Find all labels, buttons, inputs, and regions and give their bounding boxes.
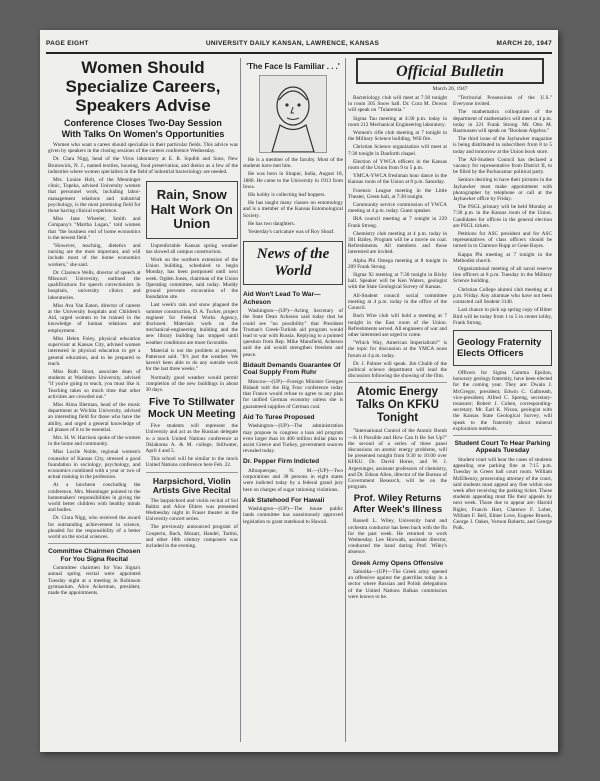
article-paragraph: Washington—(UP)—The administration may propose to congress a loan aid program even larger than its 400 million dollar plan to assist Greece and Turkey, government sources revealed today.	[243, 423, 343, 455]
article-paragraph: He was born in Sitapur, India, August 18, 1888. He came to the University in 1913 from Iowa.	[243, 171, 343, 190]
article-paragraph: "However, teaching, dietetics and nursing are the most important, and will include most of the home economics workers," she said.	[48, 243, 141, 268]
article-paragraph: Women who want a career should specialize in their particular fields. This advice was given by speakers in the closing sessions of the careers conference Wednesday.	[48, 142, 238, 155]
middle-column	[243, 58, 343, 746]
article-paragraph: Unpredictable Kansas spring weather has slowed all campus construction.	[145, 242, 238, 255]
article-paragraph: Work on the northern extension of the Union building, scheduled to begin Monday, has been postponed until next week. Ogden Jones, chairman of the Union Operating committee, said today. Muddy ground prevents excavation of the foundation site.	[145, 256, 238, 301]
bulletin-item: Sigma Xi meeting at 7:30 tonight in Bixby hall. Speaker will be Ken Waters, geologist with the State Geological Survey of Kansas.	[348, 272, 447, 291]
geology-headline: Geology Fraternity Elects Officers	[457, 336, 542, 359]
bulletin-item: Christian College alumni club meeting at 4 p.m. Friday. Any alumnae who have not been contacted call Student 3140.	[453, 286, 552, 306]
bulletin-subcolumn-right	[453, 95, 552, 602]
divider	[48, 543, 141, 544]
left-subcolumns	[48, 177, 238, 598]
bulletin-item: Forensic League meeting in the Little Theater, Green hall, at 7:30 tonight.	[348, 187, 447, 200]
article-paragraph: Material is not the problem at present, Patterson said. "It's just the weather. We haven't been able to do any outside work for the last three weeks."	[145, 347, 238, 373]
article-paragraph: At a luncheon concluding the conference, Mrs. Menninger pointed to the homemakers' responsibilities in giving the world better children with healthy minds and bodies.	[48, 482, 141, 514]
article-paragraph: Miss Jane Wheeler, Smith and Company's "Martha Logan," told women that "the business end of home economics is the newest field."	[48, 216, 141, 241]
bulletin-item: The All-Student Council has declared a vacancy for representative from District II, to be filled by the Pachacamac political party.	[453, 156, 552, 176]
article-paragraph: Miss Alma Illerman, head of the music department at Wichita University, advised an interesting field for those who have the ability, and urged a general knowledge of all phases of it to be essential.	[48, 401, 141, 433]
bulletin-list	[453, 95, 552, 326]
rain-story-box	[146, 181, 239, 239]
paper-name: UNIVERSITY DAILY KANSAN, LAWRENCE, KANSAS	[205, 40, 380, 47]
bulletin-item: Chemistry club meeting at 4 p.m. today in 301 Bailey. Program will be a movie on coal. Refreshments. All members and those interested are invited.	[348, 230, 447, 256]
harpsichord-headline: Harpsichord, Violin Artists Give Recital	[152, 475, 231, 496]
article-paragraph: This school will be similar to the mock United Nations conference here Feb. 22.	[145, 456, 238, 469]
article-paragraph: He has taught many classes on entomology and is a member of the Kansas Entomological Society.	[243, 200, 343, 219]
article-paragraph: Student court will hear the cases of students appealing one parking fine at 7:15 p.m. Tuesday in Green hall court room. William McElhenny, prosecuting attorney of the court, said students must appeal any fine within one week after receiving the parking ticket. Those students appealing must file their appeals by next week. Those due to appear are: Harold Bigler, Francis Hart, Clarence F. Lober, William F. Bell, Elmer Love, Eugene Brueck, George J. Oakes, Vernon Roberts, and George Polk.	[453, 456, 552, 532]
bulletin-item: Bach Wire club will hold a meeting at 7 tonight in the East room of the Union. Refreshments served. All engineers of war and other interested are urged to come.	[348, 313, 447, 338]
bulletin-item: Election of YWCA officers in the Kansas room of the Union from 9 to 5 p.m.	[348, 158, 447, 172]
bulletin-list	[348, 95, 447, 379]
newspaper-page	[40, 30, 558, 752]
bulletin-item: Last chance to pick up spring copy of Bitter Bird will be today from 1 to 5 in center lobby, Frank Strong.	[453, 307, 552, 326]
bulletin-subcolumns	[348, 95, 552, 602]
bulletin-subcolumn-left	[348, 95, 447, 602]
bulletin-item: Kappa Phi meeting at 7 tonight in the Methodist church.	[453, 251, 552, 264]
caricature-image	[259, 75, 327, 153]
article-paragraph: Dr. Clara Nigg, who received the award for outstanding achievement in science, pleaded for the responsibility of a better world on the social sciences.	[48, 515, 141, 540]
article-paragraph: His hobby is collecting leaf hoppers.	[248, 192, 326, 199]
divider	[453, 435, 552, 436]
divider	[348, 382, 447, 383]
careers-subcolumn	[48, 177, 141, 598]
turkey-headline: Aid To Turee Proposed	[243, 413, 315, 421]
article-paragraph: Committee chairmen for You Signa's annual spring recital were appointed Tuesday night at a meeting in Robinson gymnasium. Alice Ackerman, president, made the appointments.	[48, 565, 141, 596]
bulletin-item: All-Student council social committee meeting at 4 p.m. today in the office of the Council.	[348, 292, 447, 312]
bulletin-item: Community service commission of YWCA meeting at 4 p.m. today. Guest speaker.	[348, 202, 447, 215]
article-paragraph: Officers for Sigma Gamma Epsilon, honorary geology fraternity, have been elected for the coming year. They are: Dwain J. McGregor, president; Edwin C. Galbreath, vice-president; Alfred C. Spreng, secretary-treasurer; Robert J. Cohen, corresponding-secretary. Mr. Earl K. Nixon, geologist with the Kansas State Geological Survey, will speak to the fraternity about mineral exploration methods.	[453, 369, 552, 432]
article-paragraph: Five students will represent the University and act as the Russian delegate to a mock United Nations conference at Oklahoma A. & M. college, Stillwater, April 4 and 5.	[145, 423, 238, 454]
article-paragraph: Miss Helen Foley, physical education supervisor at Kansas City, advised women interested in physical education to get a general education, and to be prepared to teach.	[48, 335, 141, 367]
bulletin-item: Organizational meeting of all naval reserve line officers at 8 p.m. Tuesday in the Military Science building.	[453, 266, 552, 285]
hawaii-headline: Ask Statehood For Hawaii	[243, 496, 325, 504]
left-column	[48, 58, 238, 746]
bulletin-item: The mathematics colloquium of the department of mathematics will meet at 4 p.m. today in 221 Frank Strong. Mr. Otto M. Rasmussen will speak on "Boolean Algebra."	[453, 109, 552, 135]
article-paragraph: Miss Lucile Noble, regional women's counselor of Kansas City, stressed a good foundation in sociology, psychology, and economics combined with a year or two of actual training in the profession.	[48, 449, 141, 481]
bidault-headline: Bidault Demands Guarantee Of Coal Supply From Ruhr	[243, 361, 341, 377]
masthead	[46, 40, 552, 50]
stillwater-headline: Five To Stillwater Mock UN Meeting	[147, 396, 236, 421]
article-paragraph: "International Control of the Atomic Bomb—Is It Possible and How Can It Be Set Up?" the second of a series of three panel discussions on atomic energy problems, will be presented tonight from 9:30 to 10:00 over KFKU. Dr. David Horne, and W. J. Argersinger, assistant professors of chemistry, and Dr. Edson Allen, director of the Bureau of Government Research, will be on the program.	[348, 428, 447, 491]
campus-subcolumn	[146, 177, 239, 598]
article-paragraph: Salonika—(UP)—The Greek army opened an offensive against the guerrillas today in a sector where Russian and Polish delegations of the United Nations Balkan commission were known to be.	[348, 569, 447, 600]
lead-headline: Women Should Specialize Careers, Speakers Advise	[65, 58, 221, 115]
caricature-drawing	[260, 76, 326, 152]
article-paragraph: Normally good weather would permit completion of the new buildings in about 30 days.	[145, 374, 238, 393]
bulletin-item: Women's rifle club meeting at 7 tonight in the Military Science building. Will fire.	[348, 130, 447, 143]
greek-headline: Greek Army Opens Offensive	[351, 559, 444, 567]
article-paragraph: Miss Ruth Stout, associate dean of students at Washburn University, advised "if you're going to teach, you must like it. Teaching takes so much time that other activities are crowded out."	[48, 368, 141, 400]
issue-date: MARCH 20, 1947	[496, 40, 552, 47]
bulletin-item: Alpha Phi Omega meeting at 8 tonight in 209 Frank Strong.	[348, 257, 447, 270]
article-paragraph: The previously announced program of Couperin, Bach, Mozart, Handel, Tartini, and other 18th century composers was included in the evening.	[145, 524, 238, 550]
bulletin-item: IRA council meeting at 7 tonight in 229 Frank Strong.	[348, 216, 447, 229]
column-divider	[240, 58, 241, 742]
parking-headline: Student Court To Hear Parking Appeals Tuesday	[454, 439, 551, 455]
article-paragraph: Dr. Clara Nigg, head of the Virus laboratory at E. R. Squibb and Sons, New Brunswick, N. J., named textiles, housing, food preservation, and dietics as a few of the industries where women specialists in the field of industrial bacteriology are needed.	[48, 156, 238, 175]
article-paragraph: The harpsichord and violin recital of Sol Babitz and Alice Ehlers was presented Wednesday night in Fraser theater as the University concert series.	[145, 497, 238, 523]
bulletin-item: Seniors desiring to have their pictures in the Jayhawker must make appointment with photographer by telephone or call at the Jayhawker office by Friday.	[453, 177, 552, 203]
right-column	[348, 58, 552, 746]
geology-box	[453, 330, 552, 366]
article-paragraph: Last week's rain and snow plagued the summer construction, D. A. Tucker, project engineer for Federal Works Agency, disclosed. Materials work on the mechanical-engineering building and the new library building has stopped until weather conditions are more favorable.	[145, 302, 238, 346]
lead-subhead: Conference Closes Two-Day Session With Talks On Women's Opportunities	[61, 118, 225, 139]
article-paragraph: Russell L. Wiley, University band and orchestra conductor has been back with the flu for the past week. He returned to work Wednesday. Lee Horwath, assistant director, conducted the band during Prof. Wiley's absence.	[348, 518, 447, 556]
bulletin-item: Dr. J. Palmer will speak. Jim Chubb of the political science department will lead the discussion following the showing of the film.	[348, 360, 447, 380]
page-number: PAGE EIGHT	[46, 40, 89, 47]
rain-headline: Rain, Snow Halt Work On Union	[150, 187, 233, 232]
aid-headline: Aid Won't Lead To War—Acheson	[243, 291, 321, 306]
article-paragraph: He has two daughters.	[248, 220, 296, 227]
atomic-energy-headline: Atomic Energy Talks On KFKU Tonight	[356, 386, 439, 425]
bulletin-item: YMCA-YWCA freshman hour dance in the Kansas room of the Union at 8 p.m. Saturday.	[348, 173, 447, 186]
bulletin-item: "Which Way, American Imperialism?" is the topic for discussion at the YMCA noon forum at 4 p.m. today.	[348, 340, 447, 359]
wiley-headline: Prof. Wiley Returns After Week's Illness	[352, 493, 443, 516]
bulletin-item: Bacteriology club will meet at 7:30 tonight in room 305 Snow hall. Dr. Cora M. Downs will speak on "Tularemia."	[348, 95, 447, 114]
bulletin-date: March 20, 1947	[432, 86, 468, 92]
article-paragraph: Mrs. Louise Holt, of the Menninger clinic, Topeka, advised University women that personnel work, including labor-management relations and industrial psychology, is the most promising field for those having clinical experience.	[48, 177, 141, 215]
article-paragraph: Dr. Clarence Wells, director of speech at Missouri University, outlined the qualifications for speech correctionists in hospitals, university clinics and laboratories.	[48, 269, 141, 301]
bulletin-item: The PSGL primary will be held Monday at 7:30 p.m. in the Kansas room of the Union. Candidates for offices in the general election are PSGL tickets.	[453, 204, 552, 229]
bulletin-item: The third issue of the Jayhawker magazine is being distributed to subscribers from 8 to 5 today and tomorrow at the Union book store.	[453, 136, 552, 155]
committee-headline: Committee Chairmen Chosen For You Signa Recital	[48, 548, 141, 563]
face-headline: 'The Face Is Familiar . . .'	[246, 62, 340, 71]
article-paragraph: Yesterday's caricature was of Roy Shoaf.	[248, 229, 335, 236]
article-paragraph: Washington—(UP)—The house public lands committee has unanimously approved legislation to grant statehood to Hawaii.	[243, 506, 343, 525]
article-paragraph: Washington—(UP)—Acting Secretary of the State Dean Acheson said today that he could see "no possibility" that President Truman's Greek-Turkish aid program would lead to war with Russia. Replying to a pointed question from Rep. Mike Mansfield, Acheson said the aid would strengthen freedom and peace.	[243, 308, 343, 358]
bulletin-item: Sigma Tau meeting at 4:30 p.m. today in room 212 Mechanical Engineering laboratory.	[348, 115, 447, 128]
article-paragraph: He is a member of the faculty. Most of the students have met him.	[243, 157, 343, 170]
bulletin-item: Christian Science organization will meet at 7:30 tonight in Danforth chapel.	[348, 144, 447, 157]
pepper-headline: Dr. Pepper Firm Indicted	[243, 458, 320, 466]
article-paragraph: Albuquerque, N. M.—(UP)—Two corporations and 38 persons in eight states were indicted today by a federal grand jury here on charges of sugar rationing violations.	[243, 467, 343, 493]
official-bulletin-title: Official Bulletin	[356, 58, 544, 84]
bulletin-item: Petitions for ASC president and for ASC representatives of class officers should be turned in to Clarence Rupp or Gene Bayes.	[453, 231, 552, 250]
article-paragraph: Mrs. H. W. Harrison spoke of the women in the home and community.	[48, 434, 141, 448]
article-paragraph: Miss Ava Van Eaton, director of careers at the University hospitals and Children's Aid, urged women to be trained in the knowledge of human relations and employment.	[48, 302, 141, 334]
column-divider	[345, 58, 346, 742]
news-of-world-banner: News of the World	[243, 241, 343, 285]
article-paragraph: Moscow—(UP)—Foreign Minister Georges Bidault told the Big Four conference today that France would refuse to agree to any plan for unified German economy unless she is guaranteed supplies of German coal.	[243, 378, 343, 410]
divider	[146, 472, 239, 473]
bulletin-item: "Territorial Possessions of the U.S." Everyone invited.	[453, 95, 552, 108]
masthead-rule	[46, 52, 552, 54]
